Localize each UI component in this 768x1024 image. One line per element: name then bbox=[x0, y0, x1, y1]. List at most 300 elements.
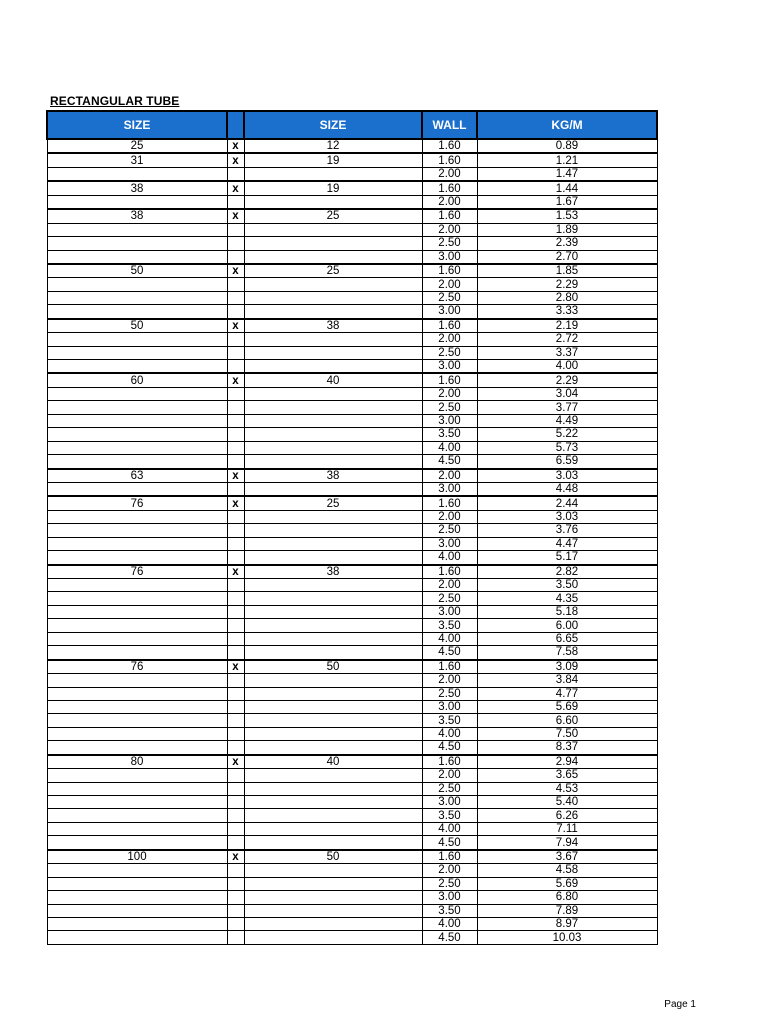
cell-size-b bbox=[244, 428, 422, 441]
table-row bbox=[47, 291, 657, 304]
table-row bbox=[47, 836, 657, 850]
table-row bbox=[47, 455, 657, 469]
cell-size-b bbox=[244, 646, 422, 660]
cell-size-b bbox=[244, 524, 422, 537]
cell-size-a: 38 bbox=[47, 181, 227, 195]
cell-kgm: 2.29 bbox=[477, 278, 657, 291]
cell-size-a: 50 bbox=[47, 264, 227, 278]
table-row bbox=[47, 250, 657, 264]
cell-size-a bbox=[47, 524, 227, 537]
table-row bbox=[47, 139, 657, 153]
cell-size-b bbox=[244, 836, 422, 850]
cell-times bbox=[227, 632, 244, 645]
cell-times bbox=[227, 782, 244, 795]
cell-times: x bbox=[227, 755, 244, 769]
cell-kgm: 4.58 bbox=[477, 864, 657, 877]
cell-kgm: 3.37 bbox=[477, 346, 657, 359]
cell-wall: 4.00 bbox=[422, 632, 477, 645]
cell-times: x bbox=[227, 181, 244, 195]
cell-size-a bbox=[47, 714, 227, 727]
cell-size-a bbox=[47, 333, 227, 346]
cell-size-a bbox=[47, 931, 227, 944]
cell-size-a bbox=[47, 687, 227, 700]
cell-kgm: 5.40 bbox=[477, 796, 657, 809]
cell-times: x bbox=[227, 319, 244, 333]
table-row bbox=[47, 891, 657, 904]
table-row bbox=[47, 373, 657, 387]
cell-times: x bbox=[227, 153, 244, 167]
cell-size-b bbox=[244, 195, 422, 209]
cell-times bbox=[227, 579, 244, 592]
cell-wall: 4.50 bbox=[422, 455, 477, 469]
cell-times bbox=[227, 836, 244, 850]
cell-size-b bbox=[244, 278, 422, 291]
cell-kgm: 6.00 bbox=[477, 619, 657, 632]
rectangular-tube-table bbox=[46, 110, 658, 945]
cell-times bbox=[227, 809, 244, 822]
table-body bbox=[47, 139, 657, 944]
table-row bbox=[47, 700, 657, 713]
cell-size-b bbox=[244, 592, 422, 605]
cell-size-b bbox=[244, 931, 422, 944]
cell-wall: 2.50 bbox=[422, 592, 477, 605]
cell-kgm: 7.50 bbox=[477, 727, 657, 740]
cell-kgm: 3.50 bbox=[477, 579, 657, 592]
cell-size-a bbox=[47, 917, 227, 930]
cell-size-b bbox=[244, 250, 422, 264]
cell-size-a bbox=[47, 387, 227, 400]
cell-size-a: 50 bbox=[47, 319, 227, 333]
cell-size-a bbox=[47, 401, 227, 414]
cell-times bbox=[227, 387, 244, 400]
cell-size-b bbox=[244, 687, 422, 700]
cell-wall: 2.00 bbox=[422, 278, 477, 291]
cell-times bbox=[227, 524, 244, 537]
cell-size-a bbox=[47, 864, 227, 877]
cell-size-a bbox=[47, 579, 227, 592]
cell-size-b bbox=[244, 741, 422, 755]
cell-kgm: 2.39 bbox=[477, 237, 657, 250]
cell-times: x bbox=[227, 565, 244, 579]
cell-times bbox=[227, 687, 244, 700]
cell-wall: 3.00 bbox=[422, 605, 477, 618]
table-row bbox=[47, 360, 657, 374]
cell-wall: 3.00 bbox=[422, 360, 477, 374]
cell-kgm: 4.53 bbox=[477, 782, 657, 795]
cell-size-a bbox=[47, 551, 227, 565]
table-row bbox=[47, 153, 657, 167]
cell-size-a bbox=[47, 291, 227, 304]
cell-wall: 4.00 bbox=[422, 551, 477, 565]
table-row bbox=[47, 428, 657, 441]
cell-times bbox=[227, 891, 244, 904]
cell-wall: 1.60 bbox=[422, 264, 477, 278]
cell-kgm: 5.18 bbox=[477, 605, 657, 618]
cell-wall: 1.60 bbox=[422, 153, 477, 167]
table-row bbox=[47, 660, 657, 674]
cell-wall: 2.00 bbox=[422, 223, 477, 236]
cell-kgm: 3.04 bbox=[477, 387, 657, 400]
cell-wall: 2.50 bbox=[422, 237, 477, 250]
table-row bbox=[47, 727, 657, 740]
page-title: RECTANGULAR TUBE bbox=[50, 94, 180, 108]
table-row bbox=[47, 195, 657, 209]
table-row bbox=[47, 551, 657, 565]
cell-kgm: 3.65 bbox=[477, 769, 657, 782]
cell-wall: 2.50 bbox=[422, 291, 477, 304]
cell-size-b: 40 bbox=[244, 755, 422, 769]
cell-kgm: 2.29 bbox=[477, 373, 657, 387]
cell-size-b bbox=[244, 632, 422, 645]
cell-wall: 2.00 bbox=[422, 579, 477, 592]
cell-size-a bbox=[47, 195, 227, 209]
cell-size-a bbox=[47, 632, 227, 645]
cell-size-b bbox=[244, 482, 422, 496]
cell-times bbox=[227, 727, 244, 740]
cell-times bbox=[227, 455, 244, 469]
cell-size-a bbox=[47, 482, 227, 496]
cell-kgm: 4.48 bbox=[477, 482, 657, 496]
cell-size-b bbox=[244, 700, 422, 713]
table-row bbox=[47, 510, 657, 523]
cell-times bbox=[227, 278, 244, 291]
cell-times bbox=[227, 346, 244, 359]
table-row bbox=[47, 333, 657, 346]
cell-size-b: 40 bbox=[244, 373, 422, 387]
cell-size-b bbox=[244, 782, 422, 795]
cell-times: x bbox=[227, 209, 244, 223]
table-row bbox=[47, 496, 657, 510]
cell-kgm: 3.67 bbox=[477, 850, 657, 864]
cell-size-b bbox=[244, 346, 422, 359]
cell-size-b: 50 bbox=[244, 850, 422, 864]
cell-times: x bbox=[227, 850, 244, 864]
cell-times bbox=[227, 714, 244, 727]
cell-size-a: 100 bbox=[47, 850, 227, 864]
cell-kgm: 4.49 bbox=[477, 414, 657, 427]
table-row bbox=[47, 278, 657, 291]
table-row bbox=[47, 755, 657, 769]
table-row bbox=[47, 850, 657, 864]
table-row bbox=[47, 904, 657, 917]
table-row bbox=[47, 796, 657, 809]
table-row bbox=[47, 469, 657, 483]
cell-times bbox=[227, 401, 244, 414]
table-row bbox=[47, 264, 657, 278]
cell-wall: 4.00 bbox=[422, 441, 477, 454]
cell-size-b bbox=[244, 537, 422, 550]
cell-times bbox=[227, 822, 244, 835]
cell-size-b bbox=[244, 579, 422, 592]
cell-size-b bbox=[244, 877, 422, 890]
cell-size-a: 38 bbox=[47, 209, 227, 223]
page-number: Page 1 bbox=[664, 999, 696, 1010]
cell-wall: 2.00 bbox=[422, 195, 477, 209]
cell-kgm: 1.85 bbox=[477, 264, 657, 278]
table-row bbox=[47, 864, 657, 877]
cell-size-b: 19 bbox=[244, 153, 422, 167]
table-row bbox=[47, 619, 657, 632]
cell-wall: 4.50 bbox=[422, 836, 477, 850]
cell-kgm: 5.73 bbox=[477, 441, 657, 454]
cell-wall: 4.50 bbox=[422, 646, 477, 660]
header-size-b: SIZE bbox=[244, 111, 422, 139]
cell-kgm: 7.89 bbox=[477, 904, 657, 917]
table-row bbox=[47, 809, 657, 822]
cell-size-b bbox=[244, 796, 422, 809]
cell-size-a bbox=[47, 305, 227, 319]
table-row bbox=[47, 822, 657, 835]
cell-wall: 4.00 bbox=[422, 822, 477, 835]
cell-kgm: 2.72 bbox=[477, 333, 657, 346]
cell-size-a bbox=[47, 782, 227, 795]
cell-size-a bbox=[47, 537, 227, 550]
cell-size-a bbox=[47, 414, 227, 427]
table-row bbox=[47, 687, 657, 700]
cell-wall: 1.60 bbox=[422, 660, 477, 674]
cell-size-a bbox=[47, 904, 227, 917]
cell-size-a bbox=[47, 809, 227, 822]
cell-size-b: 38 bbox=[244, 319, 422, 333]
cell-size-b bbox=[244, 401, 422, 414]
cell-kgm: 3.77 bbox=[477, 401, 657, 414]
cell-times bbox=[227, 551, 244, 565]
cell-kgm: 5.17 bbox=[477, 551, 657, 565]
cell-times bbox=[227, 441, 244, 454]
cell-size-a bbox=[47, 605, 227, 618]
cell-wall: 2.00 bbox=[422, 510, 477, 523]
cell-size-a: 63 bbox=[47, 469, 227, 483]
cell-times bbox=[227, 510, 244, 523]
cell-times bbox=[227, 674, 244, 687]
cell-kgm: 4.47 bbox=[477, 537, 657, 550]
cell-size-b bbox=[244, 904, 422, 917]
table-row bbox=[47, 441, 657, 454]
header-times bbox=[227, 111, 244, 139]
cell-wall: 4.50 bbox=[422, 741, 477, 755]
cell-kgm: 1.47 bbox=[477, 167, 657, 181]
cell-times bbox=[227, 700, 244, 713]
cell-kgm: 3.84 bbox=[477, 674, 657, 687]
cell-kgm: 1.67 bbox=[477, 195, 657, 209]
cell-size-b bbox=[244, 360, 422, 374]
cell-size-a bbox=[47, 441, 227, 454]
table-row bbox=[47, 524, 657, 537]
cell-wall: 3.00 bbox=[422, 414, 477, 427]
cell-wall: 1.60 bbox=[422, 209, 477, 223]
cell-size-b bbox=[244, 455, 422, 469]
cell-size-b bbox=[244, 674, 422, 687]
cell-times: x bbox=[227, 139, 244, 153]
cell-size-a: 76 bbox=[47, 496, 227, 510]
cell-size-a: 60 bbox=[47, 373, 227, 387]
cell-wall: 1.60 bbox=[422, 496, 477, 510]
cell-times bbox=[227, 917, 244, 930]
cell-size-b bbox=[244, 223, 422, 236]
table-row bbox=[47, 167, 657, 181]
cell-kgm: 10.03 bbox=[477, 931, 657, 944]
cell-times bbox=[227, 904, 244, 917]
cell-times bbox=[227, 195, 244, 209]
cell-size-a bbox=[47, 700, 227, 713]
cell-kgm: 2.94 bbox=[477, 755, 657, 769]
cell-size-a bbox=[47, 167, 227, 181]
table-row bbox=[47, 782, 657, 795]
cell-times bbox=[227, 223, 244, 236]
cell-size-b bbox=[244, 822, 422, 835]
cell-kgm: 3.33 bbox=[477, 305, 657, 319]
cell-kgm: 8.37 bbox=[477, 741, 657, 755]
cell-size-b: 19 bbox=[244, 181, 422, 195]
cell-size-b bbox=[244, 809, 422, 822]
cell-size-a bbox=[47, 619, 227, 632]
cell-size-a bbox=[47, 360, 227, 374]
cell-kgm: 7.58 bbox=[477, 646, 657, 660]
cell-wall: 2.50 bbox=[422, 687, 477, 700]
cell-wall: 1.60 bbox=[422, 850, 477, 864]
cell-size-b bbox=[244, 714, 422, 727]
cell-size-b: 38 bbox=[244, 565, 422, 579]
cell-size-b bbox=[244, 333, 422, 346]
cell-kgm: 3.03 bbox=[477, 469, 657, 483]
cell-times bbox=[227, 605, 244, 618]
header-wall: WALL bbox=[422, 111, 477, 139]
cell-wall: 4.50 bbox=[422, 931, 477, 944]
table-row bbox=[47, 632, 657, 645]
cell-kgm: 2.82 bbox=[477, 565, 657, 579]
header-size-a: SIZE bbox=[47, 111, 227, 139]
cell-kgm: 3.03 bbox=[477, 510, 657, 523]
table-row bbox=[47, 223, 657, 236]
cell-times bbox=[227, 864, 244, 877]
cell-wall: 3.00 bbox=[422, 891, 477, 904]
cell-size-a bbox=[47, 223, 227, 236]
cell-times bbox=[227, 741, 244, 755]
cell-kgm: 5.69 bbox=[477, 700, 657, 713]
cell-size-a bbox=[47, 592, 227, 605]
cell-times bbox=[227, 305, 244, 319]
cell-size-b bbox=[244, 167, 422, 181]
cell-wall: 3.50 bbox=[422, 428, 477, 441]
cell-times bbox=[227, 796, 244, 809]
cell-wall: 3.50 bbox=[422, 904, 477, 917]
cell-size-b bbox=[244, 387, 422, 400]
cell-times bbox=[227, 414, 244, 427]
table-row bbox=[47, 674, 657, 687]
table-row bbox=[47, 741, 657, 755]
cell-kgm: 4.35 bbox=[477, 592, 657, 605]
cell-size-a bbox=[47, 646, 227, 660]
table-row bbox=[47, 209, 657, 223]
cell-times bbox=[227, 333, 244, 346]
cell-size-b: 25 bbox=[244, 496, 422, 510]
cell-wall: 3.50 bbox=[422, 619, 477, 632]
table-row bbox=[47, 592, 657, 605]
cell-times bbox=[227, 482, 244, 496]
cell-times bbox=[227, 931, 244, 944]
cell-wall: 2.00 bbox=[422, 769, 477, 782]
cell-kgm: 3.76 bbox=[477, 524, 657, 537]
cell-size-a bbox=[47, 674, 227, 687]
cell-size-b bbox=[244, 510, 422, 523]
cell-kgm: 0.89 bbox=[477, 139, 657, 153]
cell-wall: 2.00 bbox=[422, 167, 477, 181]
cell-wall: 2.00 bbox=[422, 864, 477, 877]
cell-wall: 2.00 bbox=[422, 469, 477, 483]
cell-size-a bbox=[47, 455, 227, 469]
cell-kgm: 6.26 bbox=[477, 809, 657, 822]
cell-size-a bbox=[47, 237, 227, 250]
cell-kgm: 6.59 bbox=[477, 455, 657, 469]
cell-kgm: 1.44 bbox=[477, 181, 657, 195]
table-row bbox=[47, 387, 657, 400]
cell-size-b bbox=[244, 237, 422, 250]
table-row bbox=[47, 646, 657, 660]
cell-size-a bbox=[47, 877, 227, 890]
cell-wall: 1.60 bbox=[422, 181, 477, 195]
cell-size-a bbox=[47, 769, 227, 782]
cell-size-a bbox=[47, 278, 227, 291]
cell-size-b bbox=[244, 769, 422, 782]
cell-wall: 1.60 bbox=[422, 319, 477, 333]
table-row bbox=[47, 931, 657, 944]
cell-size-b bbox=[244, 727, 422, 740]
table-header bbox=[47, 111, 657, 139]
table-row bbox=[47, 305, 657, 319]
cell-size-a bbox=[47, 891, 227, 904]
header-kgm: KG/M bbox=[477, 111, 657, 139]
cell-wall: 2.00 bbox=[422, 674, 477, 687]
cell-times: x bbox=[227, 373, 244, 387]
cell-kgm: 1.89 bbox=[477, 223, 657, 236]
cell-times bbox=[227, 537, 244, 550]
cell-kgm: 5.22 bbox=[477, 428, 657, 441]
cell-kgm: 6.65 bbox=[477, 632, 657, 645]
cell-size-b bbox=[244, 891, 422, 904]
cell-kgm: 2.44 bbox=[477, 496, 657, 510]
cell-wall: 1.60 bbox=[422, 565, 477, 579]
cell-times bbox=[227, 877, 244, 890]
cell-kgm: 4.77 bbox=[477, 687, 657, 700]
cell-wall: 2.50 bbox=[422, 524, 477, 537]
cell-kgm: 4.00 bbox=[477, 360, 657, 374]
cell-times bbox=[227, 291, 244, 304]
cell-times bbox=[227, 428, 244, 441]
cell-wall: 1.60 bbox=[422, 139, 477, 153]
cell-size-a bbox=[47, 510, 227, 523]
cell-size-a: 76 bbox=[47, 660, 227, 674]
table-row bbox=[47, 482, 657, 496]
cell-size-a bbox=[47, 428, 227, 441]
cell-wall: 3.00 bbox=[422, 700, 477, 713]
cell-kgm: 7.11 bbox=[477, 822, 657, 835]
cell-wall: 3.00 bbox=[422, 250, 477, 264]
cell-wall: 2.50 bbox=[422, 401, 477, 414]
cell-size-b bbox=[244, 619, 422, 632]
cell-wall: 3.00 bbox=[422, 537, 477, 550]
cell-times bbox=[227, 250, 244, 264]
cell-wall: 3.00 bbox=[422, 796, 477, 809]
cell-times: x bbox=[227, 496, 244, 510]
cell-kgm: 8.97 bbox=[477, 917, 657, 930]
cell-times: x bbox=[227, 264, 244, 278]
cell-size-a: 31 bbox=[47, 153, 227, 167]
cell-size-a bbox=[47, 250, 227, 264]
table-row bbox=[47, 877, 657, 890]
cell-size-b bbox=[244, 291, 422, 304]
table-row bbox=[47, 769, 657, 782]
cell-size-a bbox=[47, 796, 227, 809]
